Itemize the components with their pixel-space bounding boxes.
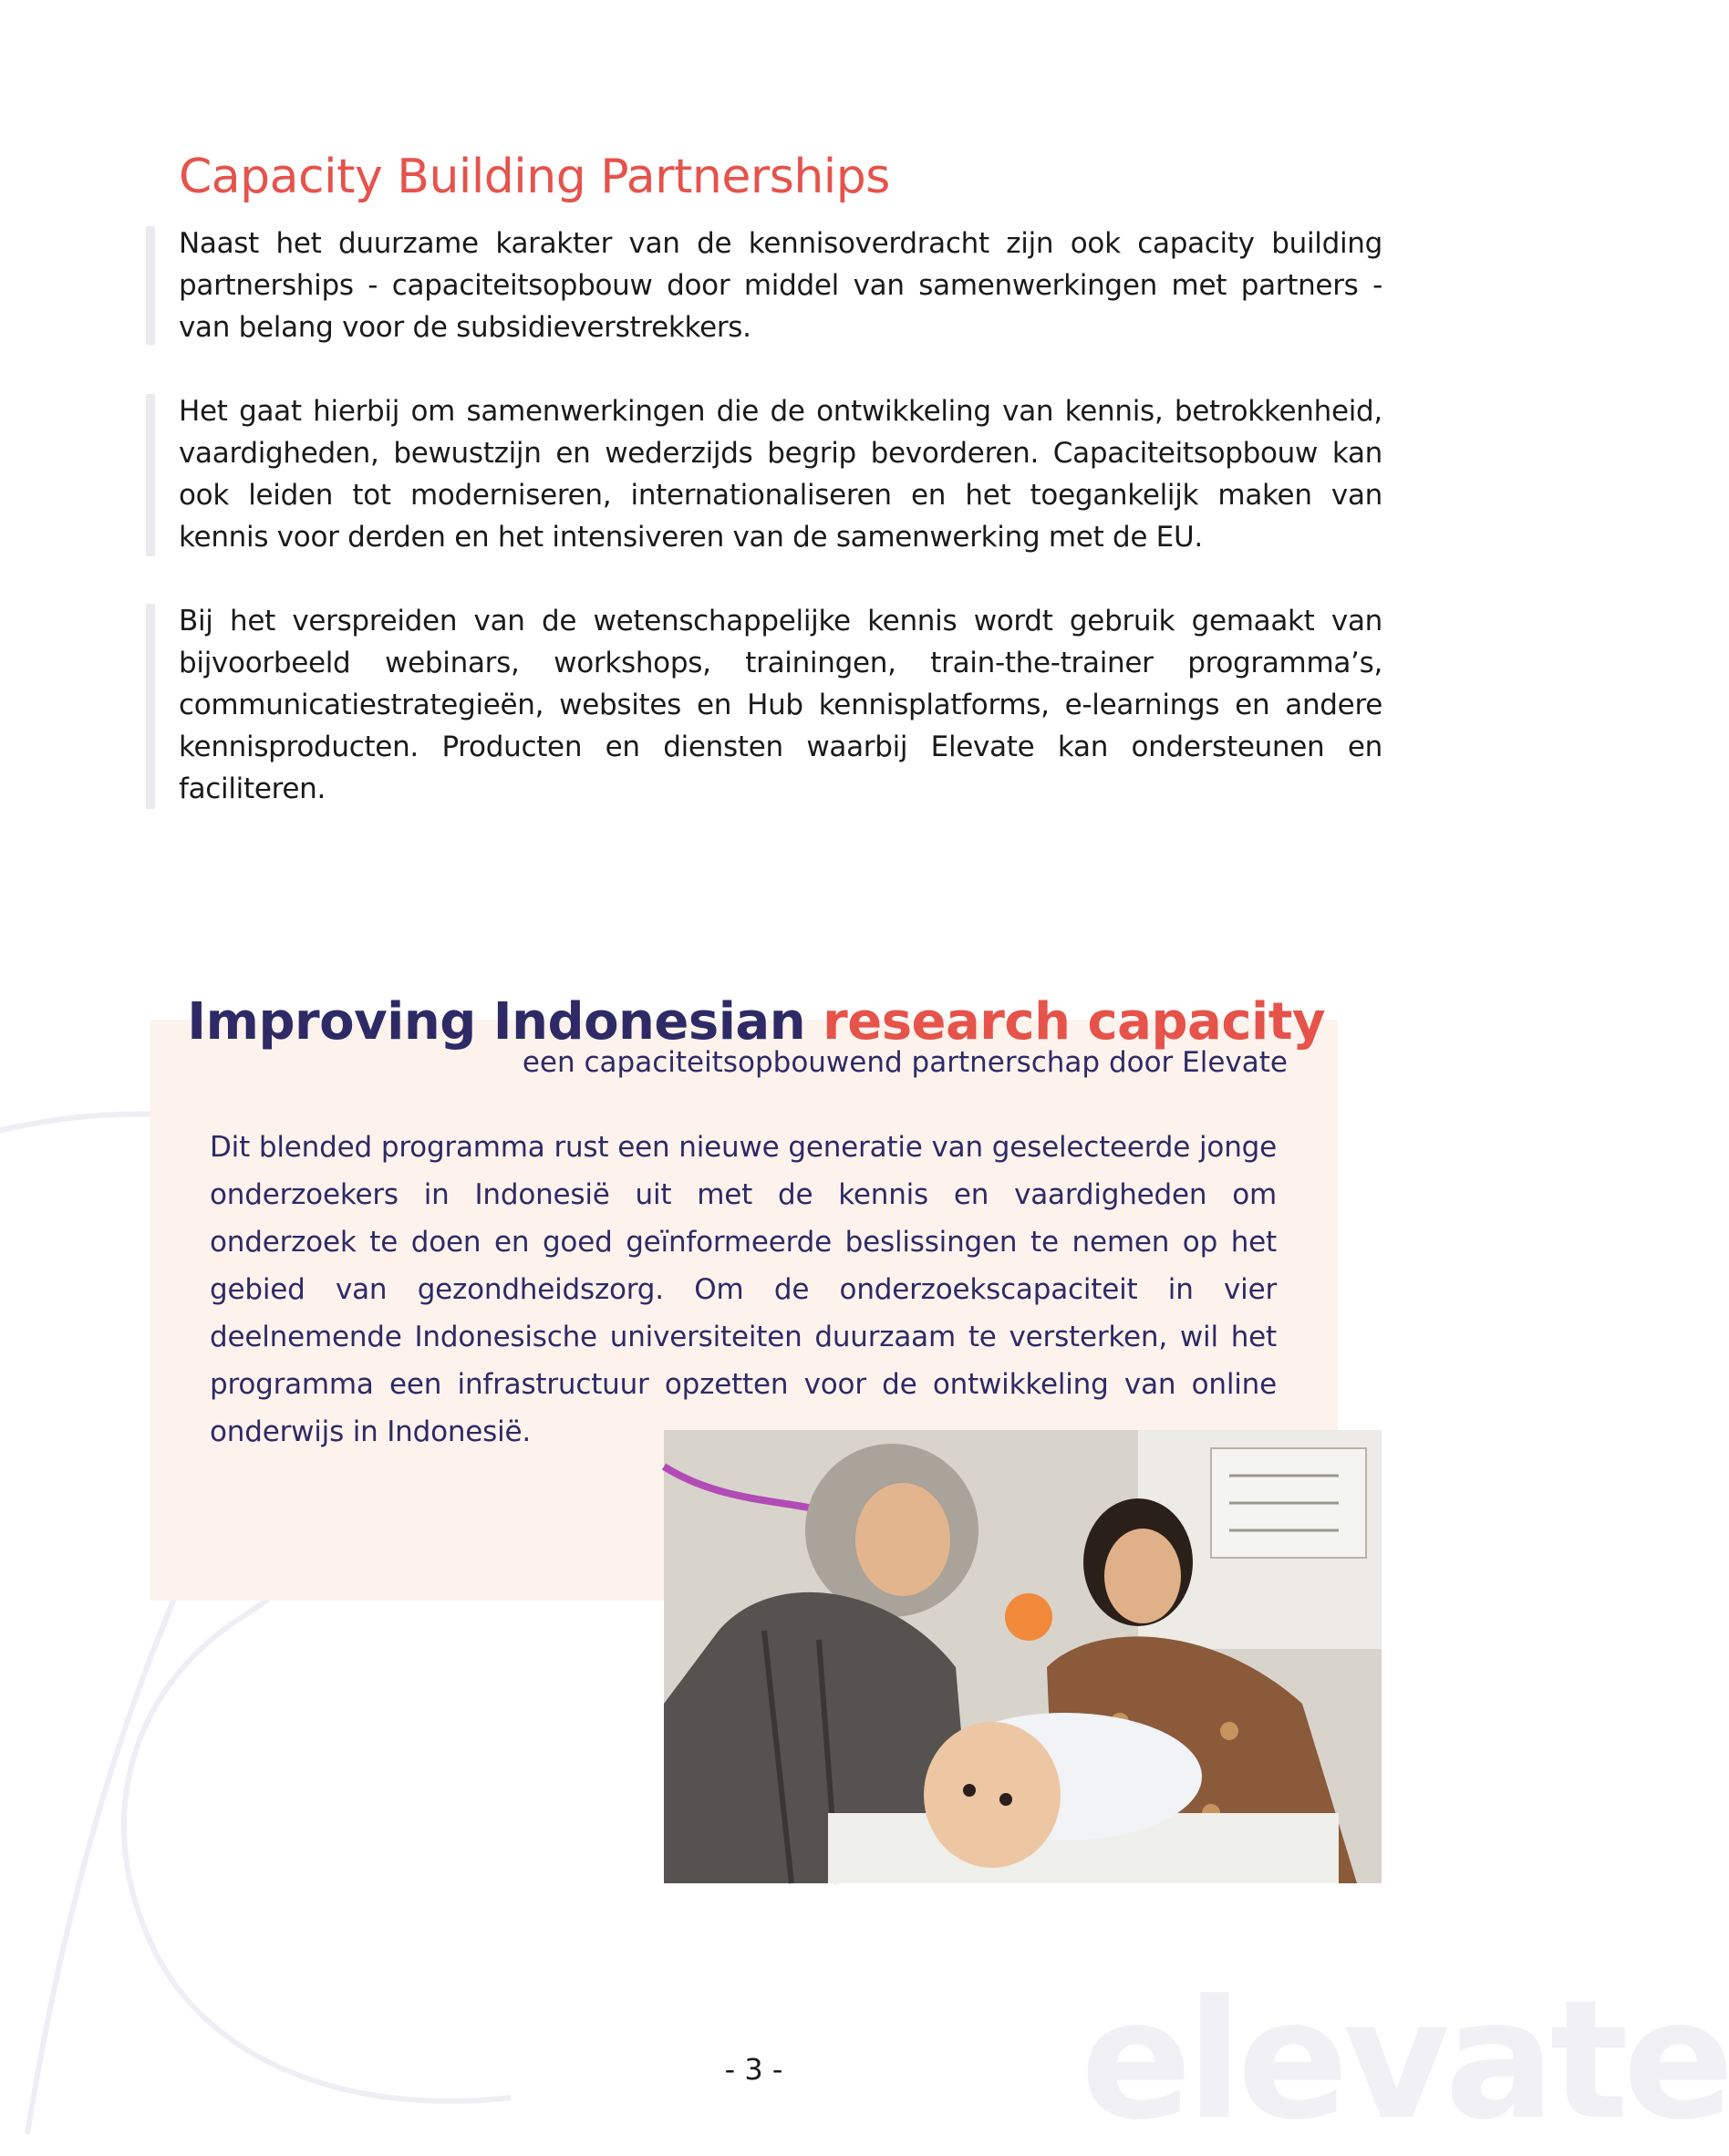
feature-title-part1: Improving Indonesian <box>187 992 823 1052</box>
feature-photo <box>664 1430 1382 1883</box>
section-title: Capacity Building Partnerships <box>179 150 890 204</box>
feature-body: Dit blended programma rust een nieuwe generatie van geselecteerde jonge onderzoekers in Indonesië uit met de kennis en vaardigheden om onderzoek te doen en goed geïnformeerde beslissingen te nemen op het gebied van gezondheidszorg. Om de onderzoekscapaciteit in vier deelnemende Indonesische universiteiten duurzaam te versterken, wil het programma een infrastructuur opzetten voor de ontwikkeling van online onderwijs in Indonesië. <box>210 1131 1277 1448</box>
photo-illustration <box>664 1430 1382 1883</box>
elevate-logo: elevate <box>1081 1965 1729 2156</box>
body-paragraph: Het gaat hierbij om samenwerkingen die de ontwikkeling van kennis, betrokkenheid, vaardigheden, bewustzijn en wederzijds begrip bevorderen. Capaciteitsopbouw kan ook leiden tot moderniseren, internationaliseren en het toegankelijk maken van kennis voor derden en het intensiveren van de samenwerking met de EU. <box>179 395 1382 554</box>
page-number: - 3 - <box>724 2052 783 2087</box>
feature-subtitle: een capaciteitsopbouwend partnerschap door Elevate <box>522 1046 1288 1079</box>
paragraph-accent-bar <box>146 394 155 556</box>
paragraph-accent-bar <box>146 226 155 345</box>
body-paragraph: Bij het verspreiden van de wetenschappelijke kennis wordt gebruik gemaakt van bijvoorbeeld webinars, workshops, trainingen, train-the-trainer programma’s, communicatiestrategieën, websites en Hub kennisplatforms, e-learnings en andere kennisproducten. Producten en diensten waarbij Elevate kan ondersteunen en faciliteren. <box>179 605 1382 805</box>
feature-title <box>187 992 1325 1052</box>
paragraph-accent-bar <box>146 604 155 809</box>
intro-paragraph: Naast het duurzame karakter van de kennisoverdracht zijn ook capacity building partnerships - capaciteitsopbouw door middel van samenwerkingen met partners - van belang voor de subsidieverstrekkers. <box>179 227 1382 344</box>
feature-title-part2: research capacity <box>823 992 1325 1052</box>
